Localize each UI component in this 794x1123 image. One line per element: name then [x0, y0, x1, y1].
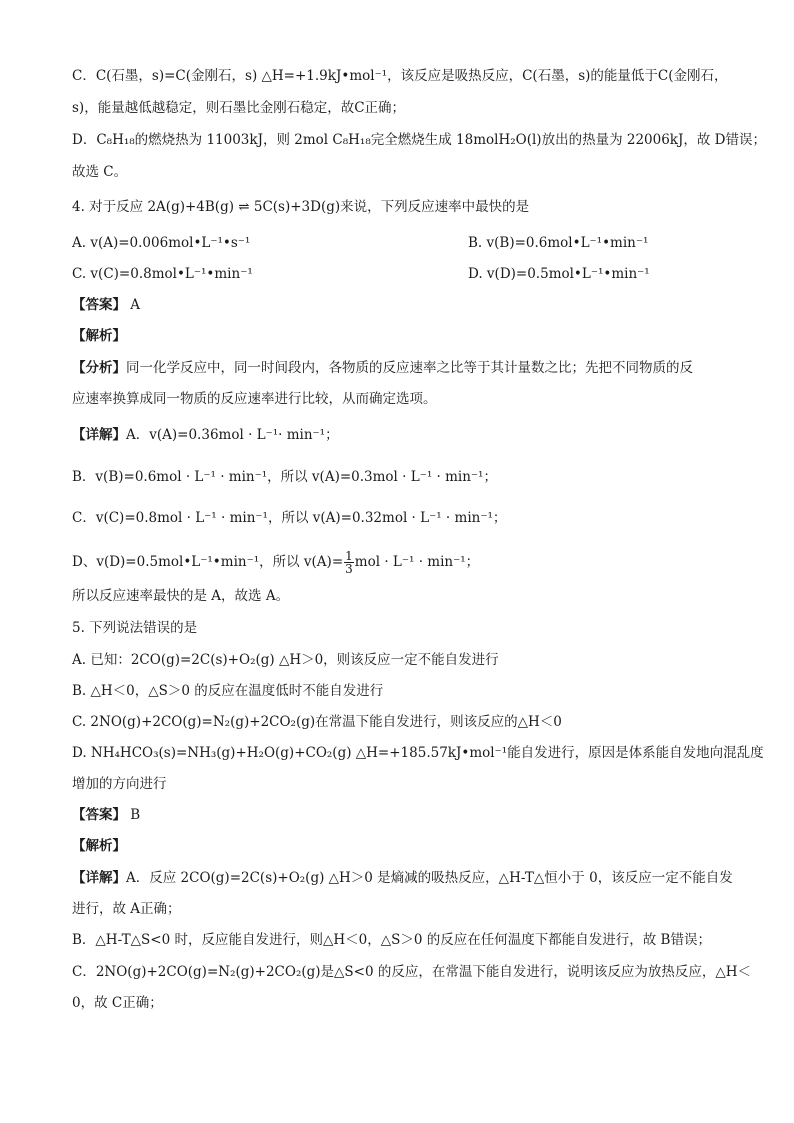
text-line: D．C₈H₁₈的燃烧热为 11003kJ，则 2mol C₈H₁₈完全燃烧生成 18molH₂O(l)放出的热量为 22006kJ，故 D错误； [72, 132, 767, 148]
text-line: C．C(石墨，s)=C(金刚石，s) △H=+1.9kJ•mol⁻¹，该反应是吸热反应，C(石墨，s)的能量低于C(金刚石， [72, 68, 728, 84]
question-5-option-b: B. △H＜0，△S＞0 的反应在温度低时不能自发进行 [72, 683, 384, 699]
question-5-option-a: A. 已知：2CO(g)=2C(s)+O₂(g) △H＞0，则该反应一定不能自发进行 [72, 652, 499, 668]
detail-tag: 【详解】 [72, 427, 126, 443]
text-line: B．v(B)=0.6mol · L⁻¹ · min⁻¹，所以 v(A)=0.3mol · L⁻¹ · min⁻¹； [72, 469, 497, 485]
answer-value: B [130, 807, 141, 823]
option-b: B. v(B)=0.6mol•L⁻¹•min⁻¹ [468, 235, 649, 251]
text-line: B．△H-T△S<0 时，反应能自发进行，则△H＜0，△S＞0 的反应在任何温度下都能自发进行，故 B错误； [72, 932, 711, 948]
question-4-options-row-2 [72, 264, 732, 284]
analysis-sub-tag: 【分析】 [72, 360, 126, 376]
answer-line [72, 805, 732, 825]
option-d: D. v(D)=0.5mol•L⁻¹•min⁻¹ [468, 266, 650, 282]
text-line: s)，能量越低越稳定，则石墨比金刚石稳定，故C正确； [72, 100, 406, 116]
analysis-tag-line: 【解析】 [72, 328, 126, 344]
text-line: C．2NO(g)+2CO(g)=N₂(g)+2CO₂(g)是△S<0 的反应，在常温下能自发进行，说明该反应为放热反应，△H＜ [72, 964, 752, 980]
analysis-tag-line: 【解析】 [72, 838, 126, 854]
question-4-stem: 4. 对于反应 2A(g)+4B(g) ⇌ 5C(s)+3D(g)来说，下列反应速率中最快的是 [72, 199, 530, 215]
text-line: 增加的方向进行 [72, 776, 167, 792]
text-line: 故选 C。 [72, 164, 128, 180]
answer-line [72, 295, 732, 315]
question-5-stem: 5. 下列说法错误的是 [72, 620, 198, 636]
question-4-options-row-1 [72, 233, 732, 253]
text-line: 所以反应速率最快的是 A，故选 A。 [72, 588, 290, 604]
answer-tag: 【答案】 [72, 297, 126, 313]
option-c: C. v(C)=0.8mol•L⁻¹•min⁻¹ [72, 266, 253, 282]
answer-tag: 【答案】 [72, 807, 126, 823]
text-line: 0，故 C正确； [72, 995, 163, 1011]
text-line: C．v(C)=0.8mol · L⁻¹ · min⁻¹，所以 v(A)=0.32mol · L⁻¹ · min⁻¹； [72, 510, 507, 526]
option-a: A. v(A)=0.006mol•L⁻¹•s⁻¹ [72, 235, 251, 251]
text-line: 应速率换算成同一物质的反应速率进行比较，从而确定选项。 [72, 391, 437, 407]
text-line: 进行，故 A正确； [72, 901, 181, 917]
detail-line: 【详解】A．反应 2CO(g)=2C(s)+O₂(g) △H＞0 是熵减的吸热反应，△H-T△恒小于 0，该反应一定不能自发 [72, 870, 733, 886]
fraction-one-third: $\frac{1}{3}$ [345, 549, 353, 576]
question-5-option-c: C. 2NO(g)+2CO(g)=N₂(g)+2CO₂(g)在常温下能自发进行，则该反应的△H＜0 [72, 714, 562, 730]
answer-value: A [130, 297, 141, 313]
text-line-with-fraction: D、v(D)=0.5mol•L⁻¹•min⁻¹，所以 v(A)= $\frac{1}{3}$ mol · L⁻¹ · min⁻¹； [72, 549, 480, 576]
detail-line: 【详解】A．v(A)=0.36mol · L⁻¹· min⁻¹； [72, 427, 339, 443]
question-5-option-d: D. NH₄HCO₃(s)=NH₃(g)+H₂O(g)+CO₂(g) △H=+185.57kJ•mol⁻¹能自发进行，原因是体系能自发地向混乱度 [72, 745, 764, 761]
analysis-line: 【分析】同一化学反应中，同一时间段内，各物质的反应速率之比等于其计量数之比；先把不同物质的反 [72, 360, 693, 376]
detail-tag: 【详解】 [72, 870, 126, 886]
